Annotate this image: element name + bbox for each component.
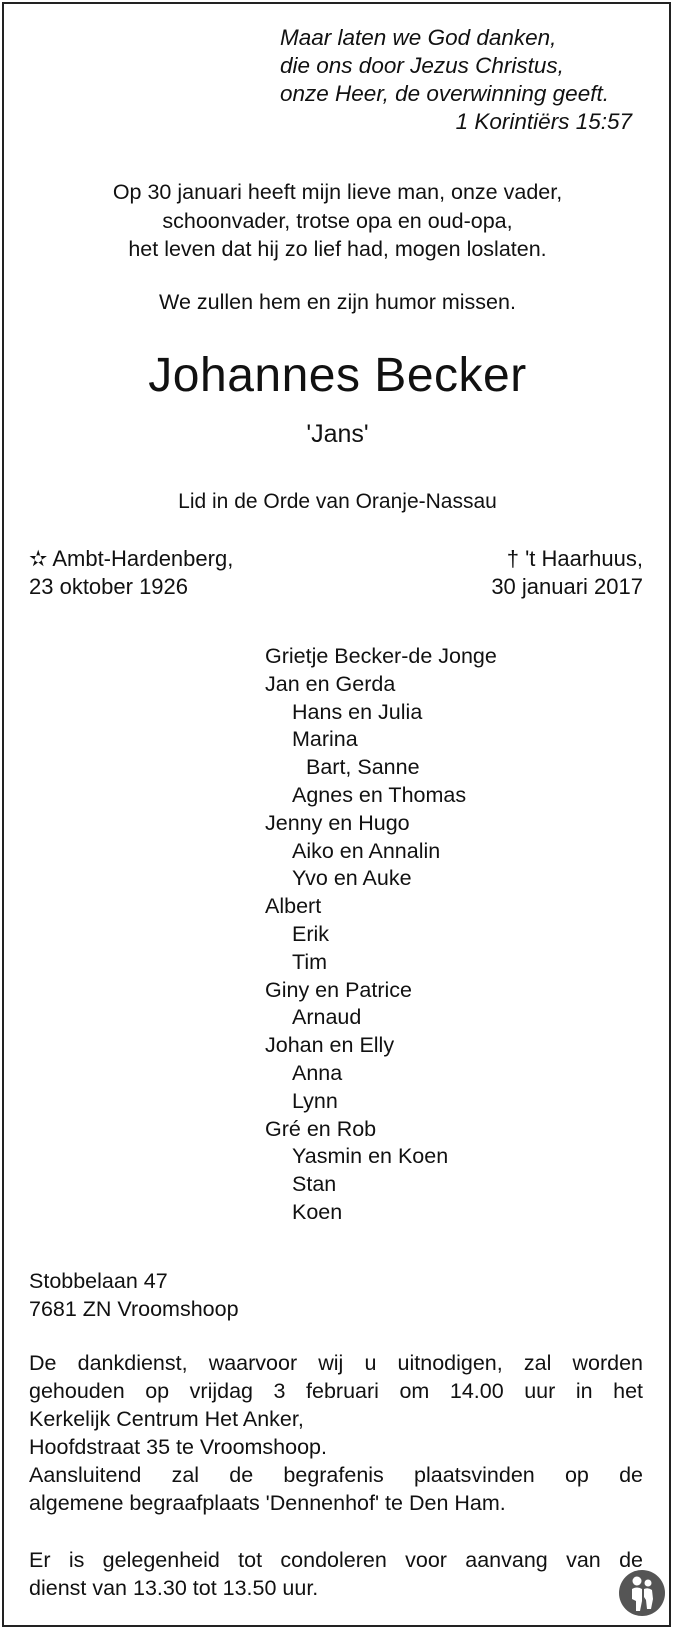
- intro-line-1: Op 30 januari heeft mijn lieve man, onze vader,: [112, 180, 563, 204]
- intro-text: [0, 178, 675, 264]
- death-date: 30 januari 2017: [491, 574, 643, 599]
- birth-info: [29, 545, 233, 601]
- verse-line-1: Maar laten we God danken,: [280, 25, 557, 50]
- family-member: Grietje Becker-de Jonge: [265, 644, 497, 668]
- figures-emblem-icon: [618, 1569, 666, 1617]
- family-member: Giny en Patrice: [265, 977, 412, 1002]
- address-city: 7681 ZN Vroomshoop: [29, 1297, 239, 1321]
- condolence-info: [29, 1546, 643, 1602]
- birth-place: ✫ Ambt-Hardenberg,: [29, 546, 234, 571]
- condolence-line: dienst van 13.30 tot 13.50 uur.: [29, 1576, 319, 1600]
- verse-reference: 1 Korintiërs 15:57: [455, 109, 632, 134]
- family-member: Albert: [265, 894, 322, 919]
- family-member: Gré en Rob: [265, 1116, 377, 1141]
- service-line: Aansluitend zal de begrafenis plaatsvinden op de: [29, 1463, 643, 1487]
- family-member: Marina: [292, 727, 358, 752]
- deceased-name: Johannes Becker: [148, 349, 527, 402]
- family-member: Bart, Sanne: [306, 755, 420, 780]
- deceased-nickname: 'Jans': [306, 420, 369, 448]
- family-member: Anna: [292, 1060, 343, 1085]
- family-member: Hans en Julia: [292, 699, 423, 724]
- service-line: Hoofdstraat 35 te Vroomshoop.: [29, 1435, 327, 1459]
- family-member: Erik: [292, 921, 330, 946]
- intro-line-3: het leven dat hij zo lief had, mogen loslaten.: [128, 237, 547, 261]
- family-list: [265, 643, 497, 1227]
- family-member: Johan en Elly: [265, 1033, 395, 1058]
- verse-line-3: onze Heer, de overwinning geeft.: [280, 81, 609, 106]
- family-member: Arnaud: [292, 1005, 362, 1030]
- service-line: algemene begraafplaats 'Dennenhof' te Den Ham.: [29, 1491, 506, 1515]
- condolence-line: Er is gelegenheid tot condoleren voor aanvang van de: [29, 1548, 643, 1572]
- family-member: Jan en Gerda: [265, 671, 396, 696]
- address-street: Stobbelaan 47: [29, 1269, 168, 1293]
- birth-date: 23 oktober 1926: [29, 574, 189, 599]
- distinction: Lid in de Orde van Oranje-Nassau: [178, 490, 497, 513]
- death-info: [491, 545, 643, 601]
- family-member: Yvo en Auke: [292, 866, 412, 891]
- service-line: Kerkelijk Centrum Het Anker,: [29, 1407, 304, 1431]
- home-address: [29, 1267, 239, 1323]
- family-member: Jenny en Hugo: [265, 810, 410, 835]
- family-member: Aiko en Annalin: [292, 838, 441, 863]
- service-line: gehouden op vrijdag 3 februari om 14.00 uur in het: [29, 1379, 643, 1403]
- service-line: De dankdienst, waarvoor wij u uitnodigen, zal worden: [29, 1351, 643, 1375]
- family-member: Lynn: [292, 1088, 338, 1113]
- intro-line-2: schoonvader, trotse opa en oud-opa,: [162, 208, 513, 233]
- missing-statement: We zullen hem en zijn humor missen.: [159, 290, 516, 314]
- bible-verse: [280, 24, 640, 136]
- family-member: Tim: [292, 949, 328, 974]
- verse-line-2: die ons door Jezus Christus,: [280, 53, 564, 78]
- family-member: Stan: [292, 1172, 337, 1197]
- death-place: † 't Haarhuus,: [506, 546, 643, 571]
- service-details: [29, 1349, 643, 1517]
- family-member: Yasmin en Koen: [292, 1144, 449, 1169]
- family-member: Koen: [292, 1199, 343, 1224]
- family-member: Agnes en Thomas: [292, 782, 467, 807]
